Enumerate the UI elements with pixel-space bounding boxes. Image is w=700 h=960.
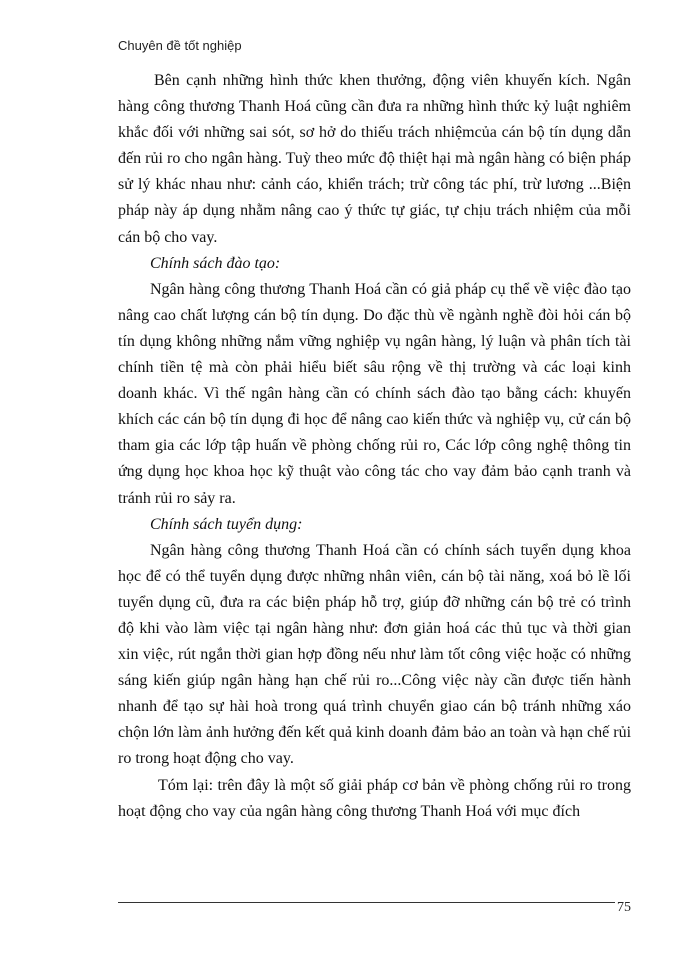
- running-header: Chuyên đề tốt nghiệp: [118, 38, 242, 53]
- paragraph-discipline: Bên cạnh những hình thức khen thưởng, động viên khuyến kích. Ngân hàng công thương Thanh Hoá cũng cần đưa ra những hình thức kỷ luật nghiêm khắc đối với những sai sót, sơ hở do thiếu trách nhiệmcủa cán bộ tín dụng dẫn đến rủi ro cho ngân hàng. Tuỳ theo mức độ thiệt hại mà ngân hàng có biện pháp sử lý khác nhau như: cảnh cáo, khiển trách; trừ công tác phí, trừ lương ...Biện pháp này áp dụng nhằm nâng cao ý thức tự giác, tự chịu trách nhiệm của mỗi cán bộ cho vay.: [118, 72, 631, 246]
- page-number: 75: [617, 900, 631, 915]
- subheading-recruitment-policy: Chính sách tuyển dụng:: [150, 515, 303, 533]
- subheading-training-policy: Chính sách đào tạo:: [150, 254, 281, 272]
- document-body: [118, 68, 631, 825]
- paragraph-recruitment: Ngân hàng công thương Thanh Hoá cần có chính sách tuyển dụng khoa học để có thể tuyển dụng được những nhân viên, cán bộ tài năng, xoá bỏ lề lối tuyển dụng cũ, đưa ra các biện pháp hỗ trợ, giúp đỡ những cán bộ trẻ có trình độ khi vào làm việc tại ngân hàng như: đơn giản hoá các thủ tục và thời gian xin việc, rút ngắn thời gian hợp đồng nếu như làm tốt công việc hoặc có những sáng kiến giúp ngân hàng hạn chế rủi ro...Công việc này cần được tiến hành nhanh để tạo sự hài hoà trong quá trình chuyển giao cán bộ tránh những xáo chộn lớn làm ảnh hưởng đến kết quả kinh doanh đảm bảo an toàn và hạn chế rủi ro trong hoạt động cho vay.: [118, 541, 632, 768]
- footer-rule: [118, 902, 615, 903]
- paragraph-summary: Tóm lại: trên đây là một số giải pháp cơ bản về phòng chống rủi ro trong hoạt động cho vay của ngân hàng công thương Thanh Hoá với mục đích: [118, 776, 631, 820]
- paragraph-training: Ngân hàng công thương Thanh Hoá cần có giả pháp cụ thể về việc đào tạo nâng cao chất lượng cán bộ tín dụng. Do đặc thù về ngành nghề đòi hỏi cán bộ tín dụng không những nắm vững nghiệp vụ ngân hàng, lý luận và phân tích tài chính tiền tệ mà còn phải hiểu biết sâu rộng về thị trường và các loại kinh doanh khác. Vì thế ngân hàng cần có chính sách đào tạo bằng cách: khuyến khích các cán bộ tín dụng đi học để nâng cao kiến thức và nghiệp vụ, cử cán bộ tham gia các lớp tập huấn về phòng chống rủi ro, Các lớp công nghệ thông tin ứng dụng học khoa học kỹ thuật vào công tác cho vay đảm bảo cạnh tranh và tránh rủi ro sảy ra.: [118, 280, 631, 507]
